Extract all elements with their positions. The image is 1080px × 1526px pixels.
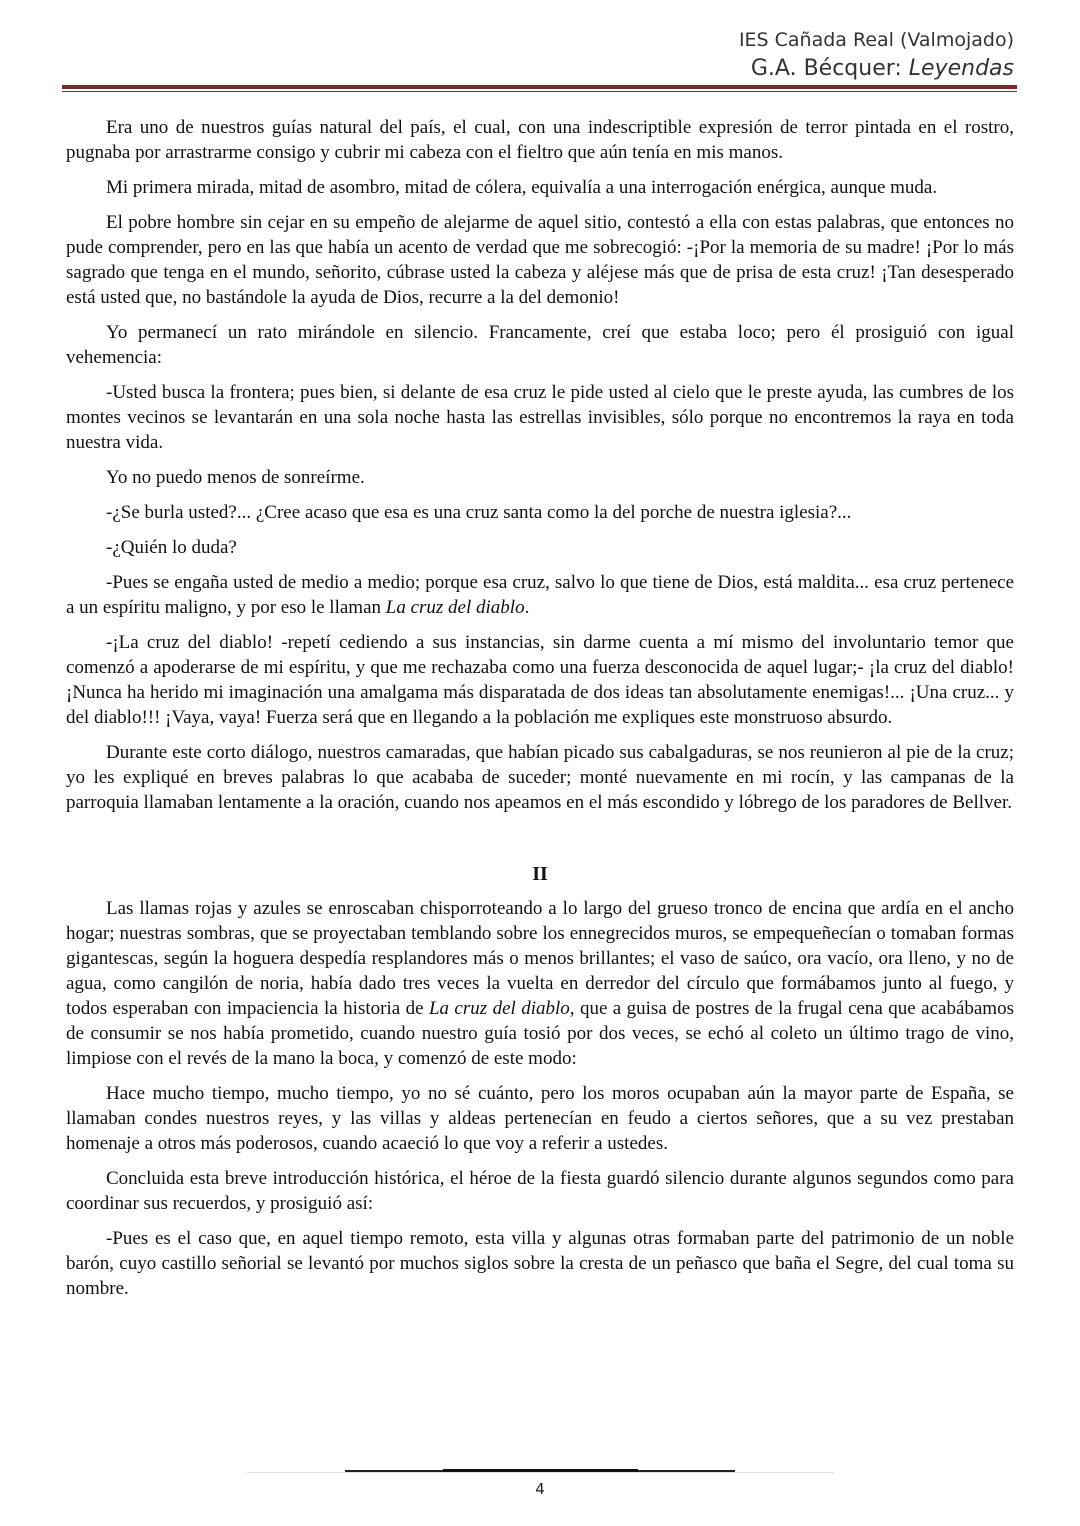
school-name: IES Cañada Real (Valmojado) (738, 29, 1014, 51)
paragraph: Hace mucho tiempo, mucho tiempo, yo no sé cuánto, pero los moros ocupaban aún la mayor parte de España, se llamaban condes nuestros reyes, y las villas y aldeas pertenecían en feudo a ciertos señores, que a su vez prestaban homenaje a otros más poderosos, cuando acaeció lo que voy a referir a ustedes. (66, 1083, 1014, 1154)
paragraph: Yo permanecí un rato mirándole en silencio. Francamente, creí que estaba loco; pero él prosiguió con igual vehemencia: (66, 322, 1014, 368)
paragraph: -¿Quién lo duda? (106, 537, 237, 558)
paragraph: Yo no puedo menos de sonreírme. (106, 467, 365, 488)
paragraph: -¡La cruz del diablo! -repetí cediendo a sus instancias, sin darme cuenta a mí mismo del involuntario temor que comenzó a apoderarse de mi espíritu, y que me rechazaba como una fuerza desconocida de aquel lugar;- ¡la cruz del diablo! ¡Nunca ha herido mi imaginación una amalgama más disparatada de dos ideas tan absolutamente enemigas!... ¡Una cruz... y del diablo!!! ¡Vaya, vaya! Fuerza será que en llegando a la población me expliques este monstruoso absurdo. (66, 632, 1014, 728)
paragraph: Concluida esta breve introducción histórica, el héroe de la fiesta guardó silencio durante algunos segundos como para coordinar sus recuerdos, y prosiguió así: (66, 1168, 1014, 1214)
paragraph-text: , que a guisa de postres de la frugal cena que acabábamos de consumir se nos había prometido, cuando nuestro guía tosió por dos veces, se echó al coleto un último trago de vino, limpiose con el revés de la mano la boca, y comenzó de este modo: (66, 998, 1014, 1069)
page-header (739, 26, 1014, 84)
footer-rule-center (443, 1469, 638, 1472)
paragraph: -Usted busca la frontera; pues bien, si delante de esa cruz le pide usted al cielo que le preste ayuda, las cumbres de los montes vecinos se levantarán en una sola noche hasta las estrellas invisibles, sólo porque no encontremos la raya en toda nuestra vida. (66, 382, 1014, 453)
paragraph: -¿Se burla usted?... ¿Cree acaso que esa es una cruz santa como la del porche de nuestra iglesia?... (106, 502, 852, 523)
header-rule-thin (62, 91, 1017, 92)
paragraph: -Pues es el caso que, en aquel tiempo remoto, esta villa y algunas otras formaban parte del patrimonio de un noble barón, cuyo castillo señorial se levantó por muchos siglos sobre la cresta de un peñasco que baña el Segre, del cual toma su nombre. (66, 1228, 1014, 1299)
paragraph: Era uno de nuestros guías natural del país, el cual, con una indescriptible expresión de terror pintada en el rostro, pugnaba por arrastrarme consigo y cubrir mi cabeza con el fieltro que aún tenía en mis manos. (66, 117, 1014, 163)
paragraph: El pobre hombre sin cejar en su empeño de alejarme de aquel sitio, contestó a ella con estas palabras, que entonces no pude comprender, pero en las que había un acento de verdad que me sobrecogió: -¡Por la memoria de su madre! ¡Por lo más sagrado que tenga en el mundo, señorito, cúbrase usted la cabeza y aléjese más que de prisa de esta cruz! ¡Tan desesperado está usted que, no bastándole la ayuda de Dios, recurre a la del demonio! (66, 212, 1014, 308)
author-name: G.A. Bécquer: (750, 56, 909, 81)
section-heading: II (532, 863, 548, 885)
book-title (739, 54, 1014, 84)
header-rule-thick (62, 85, 1017, 89)
paragraph: Durante este corto diálogo, nuestros camaradas, que habían picado sus cabalgaduras, se nos reunieron al pie de la cruz; yo les expliqué en breves palabras lo que acababa de suceder; monté nuevamente en mi rocín, y las campanas de la parroquia llamaban lentamente a la oración, cuando nos apeamos en el más escondido y lóbrego de los paradores de Bellver. (66, 742, 1014, 813)
page-body (66, 115, 1014, 1311)
page-number: 4 (535, 1480, 545, 1498)
italic-title: La cruz del diablo (428, 998, 570, 1019)
paragraph-text: . (524, 597, 530, 618)
work-title: Leyendas (908, 56, 1014, 81)
paragraph (66, 570, 1014, 620)
paragraph (66, 896, 1014, 1071)
paragraph-text: -Pues se engaña usted de medio a medio; porque esa cruz, salvo lo que tiene de Dios, está maldita... esa cruz pertenece a un espíritu maligno, y por eso le llaman (66, 572, 1014, 618)
paragraph-text: Las llamas rojas y azules se enroscaban chisporroteando a lo largo del grueso tronco de encina que ardía en el ancho hogar; nuestras sombras, que se proyectaban temblando sobre los ennegrecidos muros, se empequeñecían o tomaban formas gigantescas, según la hoguera despedía resplandores más o menos brillantes; el vaso de saúco, ora vacío, ora lleno, y no de agua, como cangilón de noria, había dado tres veces la vuelta en derredor del círculo que formábamos junto al fuego, y todos esperaban con impaciencia la historia de (66, 898, 1014, 1019)
paragraph: Mi primera mirada, mitad de asombro, mitad de cólera, equivalía a una interrogación enérgica, aunque muda. (106, 177, 938, 198)
italic-title: La cruz del diablo (385, 597, 525, 618)
footer-rule-light (247, 1472, 834, 1473)
